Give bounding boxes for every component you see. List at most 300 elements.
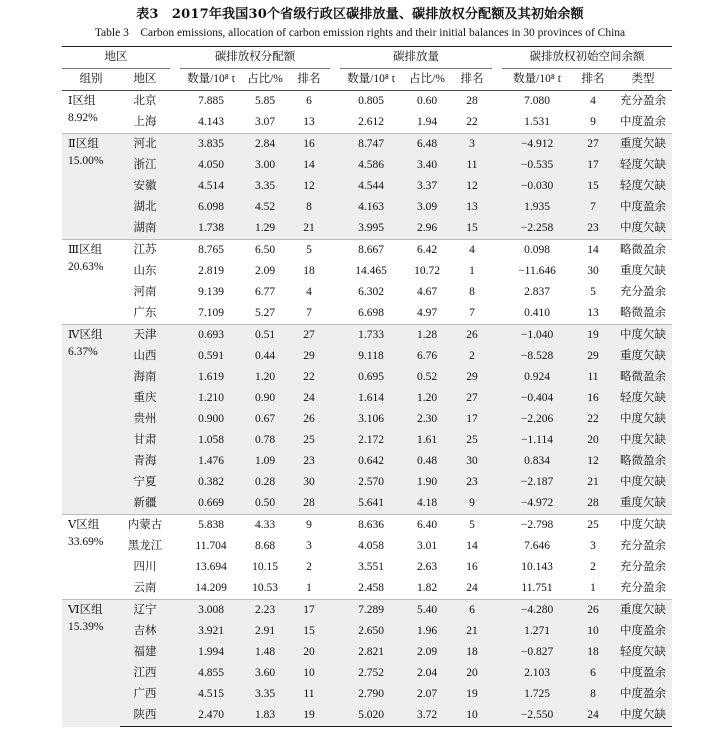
cell-emis-qty: 8.636 [340, 515, 402, 537]
cell-bal-qty: −4.912 [502, 134, 572, 156]
cell-emis-rank: 15 [452, 218, 492, 240]
cell-bal-qty: 0.098 [502, 240, 572, 262]
cell-alloc-rank: 23 [288, 451, 330, 472]
group-name: Ⅴ区组 [68, 519, 100, 531]
cell-bal-type: 中度欠缺 [614, 218, 672, 240]
cell-alloc-qty: 3.921 [180, 621, 242, 642]
cell-province: 湖南 [120, 218, 170, 240]
cell-emis-rank: 2 [452, 346, 492, 367]
cell-alloc-share: 6.50 [242, 240, 288, 262]
header-region: 地区 [62, 47, 170, 69]
group-label [62, 134, 120, 240]
cell-emis-qty: 3.995 [340, 218, 402, 240]
cell-alloc-qty: 3.008 [180, 600, 242, 622]
cell-emis-share: 4.67 [416, 286, 438, 298]
group-block [62, 600, 672, 727]
cell-province: 重庆 [120, 388, 170, 409]
col-bal-type: 类型 [614, 69, 672, 91]
cell-province: 广东 [133, 307, 157, 319]
table-row [62, 112, 672, 134]
cell-alloc-rank: 6 [288, 91, 330, 113]
col-alloc-qty: 数量/10⁸ t [180, 69, 242, 91]
cell-alloc-share: 8.68 [254, 540, 276, 552]
cell-alloc-qty: 8.765 [180, 240, 242, 262]
cell-alloc-rank: 30 [288, 472, 330, 493]
cell-emis-qty: 4.586 [340, 155, 402, 176]
cell-emis-rank: 16 [466, 561, 478, 573]
cell-emis-qty: 4.058 [358, 540, 384, 552]
cell-emis-qty: 6.698 [358, 307, 384, 319]
cell-emis-rank: 19 [452, 684, 492, 705]
cell-bal-qty: 0.834 [502, 451, 572, 472]
group-share: 15.00% [68, 155, 104, 167]
cell-emis-qty: 0.695 [340, 367, 402, 388]
table-row [62, 388, 672, 409]
cell-alloc-qty: 2.470 [180, 705, 242, 727]
cell-alloc-qty: 4.514 [180, 176, 242, 197]
cell-alloc-share: 2.09 [254, 265, 276, 277]
cell-alloc-qty: 6.098 [180, 197, 242, 218]
cell-alloc-share: 6.77 [254, 286, 276, 298]
cell-emis-rank: 7 [469, 307, 475, 319]
cell-bal-type: 略微盈余 [620, 307, 667, 319]
table-row [62, 303, 672, 325]
col-alloc-rank: 排名 [288, 69, 330, 91]
table-row [62, 218, 672, 240]
cell-emis-qty: 0.805 [340, 91, 402, 113]
cell-bal-rank: 26 [572, 600, 614, 622]
cell-alloc-share: 10.53 [252, 582, 278, 594]
cell-emis-rank: 9 [452, 493, 492, 515]
group-share: 8.92% [68, 112, 98, 124]
table-row [62, 91, 672, 113]
cell-emis-qty: 1.733 [340, 325, 402, 347]
cell-emis-qty: 7.289 [340, 600, 402, 622]
cell-bal-type: 略微盈余 [614, 451, 672, 472]
cell-bal-rank: 11 [572, 367, 614, 388]
cell-alloc-qty: 1.619 [180, 367, 242, 388]
cell-alloc-share: 0.44 [242, 346, 288, 367]
cell-bal-type: 充分盈余 [614, 91, 672, 113]
cell-bal-type: 中度盈余 [614, 197, 672, 218]
cell-bal-rank: 21 [572, 472, 614, 493]
table-title-en: Table 3 Carbon emissions, allocation of carbon emission rights and their initial balances in 30 provinces of China [94, 27, 626, 39]
cell-bal-qty: 2.837 [524, 286, 550, 298]
cell-bal-rank: 8 [572, 684, 614, 705]
cell-emis-qty: 2.570 [340, 472, 402, 493]
cell-bal-rank: 29 [572, 346, 614, 367]
cell-emis-qty: 14.465 [355, 265, 387, 277]
cell-bal-type: 重度欠缺 [620, 265, 667, 277]
col-province: 地区 [120, 69, 170, 91]
cell-emis-share: 4.97 [416, 307, 438, 319]
cell-alloc-rank: 11 [288, 684, 330, 705]
group-block [62, 515, 672, 600]
cell-emis-rank: 10 [452, 705, 492, 727]
cell-emis-rank: 29 [452, 367, 492, 388]
cell-alloc-share: 0.90 [242, 388, 288, 409]
cell-emis-qty: 2.650 [340, 621, 402, 642]
cell-alloc-qty: 11.704 [195, 540, 227, 552]
cell-province: 辽宁 [120, 600, 170, 622]
cell-bal-rank: 17 [572, 155, 614, 176]
cell-emis-share: 1.61 [402, 430, 452, 451]
cell-province: 山东 [133, 265, 157, 277]
cell-alloc-qty: 0.591 [180, 346, 242, 367]
col-emis-share: 占比/% [402, 69, 452, 91]
cell-emis-rank: 5 [452, 515, 492, 537]
cell-bal-rank: 4 [572, 91, 614, 113]
cell-province: 河北 [120, 134, 170, 156]
cell-emis-share: 4.18 [402, 493, 452, 515]
cell-bal-rank: 7 [572, 197, 614, 218]
cell-province: 湖北 [120, 197, 170, 218]
cell-bal-qty: −11.646 [518, 265, 556, 277]
table-row [62, 663, 672, 684]
cell-province: 四川 [133, 561, 157, 573]
cell-alloc-share: 4.52 [242, 197, 288, 218]
group-block [62, 325, 672, 515]
cell-bal-type: 充分盈余 [620, 582, 667, 594]
group-label [62, 515, 120, 600]
cell-alloc-rank: 21 [288, 218, 330, 240]
cell-bal-qty: 0.924 [502, 367, 572, 388]
cell-alloc-rank: 7 [306, 307, 312, 319]
cell-emis-qty: 2.752 [340, 663, 402, 684]
table-row [62, 536, 672, 557]
cell-alloc-qty: 9.139 [198, 286, 224, 298]
cell-bal-rank: 1 [590, 582, 596, 594]
cell-bal-type: 重度欠缺 [614, 346, 672, 367]
cell-bal-rank: 23 [572, 218, 614, 240]
cell-alloc-qty: 1.210 [180, 388, 242, 409]
group-label [62, 91, 120, 134]
table-row [62, 493, 672, 515]
cell-alloc-qty: 0.382 [180, 472, 242, 493]
table-row [62, 346, 672, 367]
group-share: 6.37% [68, 346, 98, 358]
cell-province: 福建 [120, 642, 170, 663]
cell-emis-share: 2.09 [402, 642, 452, 663]
cell-emis-share: 2.63 [416, 561, 438, 573]
cell-province: 云南 [133, 582, 157, 594]
cell-province: 青海 [120, 451, 170, 472]
group-block [62, 134, 672, 240]
group-label [62, 240, 120, 325]
cell-emis-qty: 0.642 [340, 451, 402, 472]
cell-emis-share: 6.40 [402, 515, 452, 537]
cell-emis-share: 0.48 [402, 451, 452, 472]
cell-emis-share: 2.04 [402, 663, 452, 684]
table-row [62, 430, 672, 451]
cell-province: 陕西 [120, 705, 170, 727]
cell-bal-type: 中度盈余 [614, 621, 672, 642]
cell-emis-rank: 23 [452, 472, 492, 493]
cell-alloc-share: 3.07 [254, 116, 276, 128]
cell-alloc-share: 2.91 [242, 621, 288, 642]
cell-emis-qty: 4.544 [340, 176, 402, 197]
cell-emis-rank: 28 [452, 91, 492, 113]
cell-emis-rank: 21 [452, 621, 492, 642]
cell-alloc-qty: 4.855 [180, 663, 242, 684]
cell-bal-rank: 30 [587, 265, 599, 277]
cell-alloc-qty: 1.058 [180, 430, 242, 451]
cell-bal-qty: −2.258 [502, 218, 572, 240]
cell-bal-qty: −4.972 [502, 493, 572, 515]
cell-alloc-share: 2.23 [242, 600, 288, 622]
cell-emis-qty: 2.821 [340, 642, 402, 663]
cell-province: 江苏 [120, 240, 170, 262]
cell-emis-qty: 2.172 [340, 430, 402, 451]
cell-bal-type: 中度欠缺 [614, 472, 672, 493]
cell-bal-rank: 14 [572, 240, 614, 262]
cell-bal-rank: 22 [572, 409, 614, 430]
cell-bal-type: 中度欠缺 [614, 705, 672, 727]
cell-alloc-share: 1.20 [242, 367, 288, 388]
table-row [62, 684, 672, 705]
cell-bal-qty: −0.404 [502, 388, 572, 409]
cell-bal-rank: 25 [572, 515, 614, 537]
cell-alloc-qty: 5.838 [180, 515, 242, 537]
cell-province: 黑龙江 [127, 540, 163, 552]
cell-alloc-rank: 12 [288, 176, 330, 197]
cell-bal-qty: −1.114 [502, 430, 572, 451]
table-row [62, 557, 672, 578]
cell-bal-rank: 3 [590, 540, 596, 552]
cell-alloc-rank: 20 [288, 642, 330, 663]
cell-alloc-share: 1.29 [242, 218, 288, 240]
cell-emis-rank: 22 [466, 116, 478, 128]
cell-emis-qty: 2.458 [358, 582, 384, 594]
cell-emis-share: 6.42 [402, 240, 452, 262]
group-name: Ⅲ区组 [68, 244, 103, 256]
group-block [62, 91, 672, 134]
cell-alloc-rank: 5 [288, 240, 330, 262]
cell-emis-qty: 5.641 [340, 493, 402, 515]
cell-alloc-share: 0.67 [242, 409, 288, 430]
cell-alloc-rank: 24 [288, 388, 330, 409]
cell-alloc-rank: 8 [288, 197, 330, 218]
cell-province: 天津 [120, 325, 170, 347]
cell-emis-qty: 1.614 [340, 388, 402, 409]
header-balance: 碳排放权初始空间余额 [502, 47, 672, 69]
cell-emis-qty: 3.551 [358, 561, 384, 573]
cell-province: 上海 [133, 116, 157, 128]
cell-alloc-share: 2.84 [242, 134, 288, 156]
cell-emis-share: 0.60 [402, 91, 452, 113]
cell-alloc-qty: 7.885 [180, 91, 242, 113]
cell-alloc-rank: 16 [288, 134, 330, 156]
cell-alloc-qty: 2.819 [198, 265, 224, 277]
cell-bal-qty: −0.827 [502, 642, 572, 663]
cell-province: 山西 [120, 346, 170, 367]
cell-bal-qty: 1.531 [524, 116, 550, 128]
cell-bal-rank: 2 [590, 561, 596, 573]
cell-bal-qty: −1.040 [502, 325, 572, 347]
cell-alloc-qty: 14.209 [195, 582, 227, 594]
cell-bal-qty: −0.535 [502, 155, 572, 176]
cell-alloc-share: 3.00 [242, 155, 288, 176]
cell-bal-rank: 28 [572, 493, 614, 515]
cell-emis-share: 1.94 [416, 116, 438, 128]
cell-emis-share: 6.48 [402, 134, 452, 156]
table-row [62, 240, 672, 262]
cell-emis-share: 3.72 [402, 705, 452, 727]
cell-province: 安徽 [120, 176, 170, 197]
cell-emis-share: 3.09 [402, 197, 452, 218]
table-row [62, 409, 672, 430]
cell-alloc-share: 5.85 [242, 91, 288, 113]
cell-province: 河南 [133, 286, 157, 298]
table-row [62, 261, 672, 282]
cell-alloc-rank: 14 [288, 155, 330, 176]
cell-emis-share: 3.40 [402, 155, 452, 176]
table-title-cn: 表3 2017年我国30个省级行政区碳排放量、碳排放权分配额及其初始余额 [136, 7, 584, 22]
table-row [62, 621, 672, 642]
cell-bal-qty: −0.030 [502, 176, 572, 197]
cell-alloc-rank: 27 [288, 325, 330, 347]
col-emis-qty: 数量/10⁸ t [340, 69, 402, 91]
cell-bal-qty: −8.528 [502, 346, 572, 367]
table-row [62, 176, 672, 197]
header-allocation: 碳排放权分配额 [180, 47, 330, 69]
cell-emis-rank: 24 [466, 582, 478, 594]
group-block [62, 240, 672, 325]
cell-emis-rank: 30 [452, 451, 492, 472]
cell-emis-rank: 20 [452, 663, 492, 684]
cell-bal-rank: 27 [572, 134, 614, 156]
table-row [62, 515, 672, 537]
cell-emis-share: 3.37 [402, 176, 452, 197]
cell-bal-qty: 1.725 [502, 684, 572, 705]
cell-emis-rank: 1 [469, 265, 475, 277]
cell-bal-type: 中度欠缺 [614, 430, 672, 451]
cell-bal-type: 轻度欠缺 [614, 388, 672, 409]
cell-bal-type: 略微盈余 [614, 367, 672, 388]
table-row [62, 705, 672, 727]
cell-bal-rank: 5 [590, 286, 596, 298]
cell-emis-share: 2.30 [402, 409, 452, 430]
cell-bal-type: 中度欠缺 [614, 515, 672, 537]
cell-emis-rank: 8 [469, 286, 475, 298]
cell-emis-qty: 8.747 [340, 134, 402, 156]
group-share: 20.63% [68, 261, 104, 273]
cell-alloc-qty: 0.900 [180, 409, 242, 430]
cell-province: 新疆 [120, 493, 170, 515]
cell-alloc-share: 4.33 [242, 515, 288, 537]
cell-bal-qty: −4.280 [502, 600, 572, 622]
table-row [62, 367, 672, 388]
cell-emis-qty: 4.163 [340, 197, 402, 218]
cell-alloc-share: 0.28 [242, 472, 288, 493]
table-row [62, 197, 672, 218]
table-row [62, 282, 672, 303]
cell-alloc-share: 3.35 [242, 176, 288, 197]
cell-bal-type: 中度盈余 [620, 116, 667, 128]
cell-province: 海南 [120, 367, 170, 388]
cell-emis-rank: 17 [452, 409, 492, 430]
cell-bal-qty: −2.550 [502, 705, 572, 727]
cell-alloc-rank: 22 [288, 367, 330, 388]
cell-province: 吉林 [120, 621, 170, 642]
cell-emis-qty: 8.667 [340, 240, 402, 262]
cell-province: 浙江 [120, 155, 170, 176]
cell-alloc-qty: 0.669 [180, 493, 242, 515]
cell-emis-rank: 12 [452, 176, 492, 197]
group-label [62, 325, 120, 515]
cell-province: 广西 [120, 684, 170, 705]
cell-bal-rank: 10 [572, 621, 614, 642]
group-label [62, 600, 120, 727]
table-row [62, 325, 672, 347]
cell-alloc-rank: 4 [306, 286, 312, 298]
cell-alloc-rank: 19 [288, 705, 330, 727]
cell-emis-share: 3.01 [416, 540, 438, 552]
cell-alloc-rank: 17 [288, 600, 330, 622]
cell-bal-type: 略微盈余 [614, 240, 672, 262]
cell-alloc-rank: 1 [306, 582, 312, 594]
cell-alloc-share: 0.78 [242, 430, 288, 451]
cell-bal-type: 重度欠缺 [614, 134, 672, 156]
cell-bal-qty: 11.751 [521, 582, 553, 594]
cell-emis-rank: 14 [466, 540, 478, 552]
cell-alloc-rank: 29 [288, 346, 330, 367]
cell-alloc-rank: 28 [288, 493, 330, 515]
cell-alloc-qty: 4.515 [180, 684, 242, 705]
cell-bal-type: 轻度欠缺 [614, 176, 672, 197]
cell-emis-rank: 4 [452, 240, 492, 262]
cell-bal-type: 中度盈余 [614, 663, 672, 684]
cell-alloc-qty: 7.109 [198, 307, 224, 319]
table-row [62, 578, 672, 600]
cell-alloc-share: 1.83 [242, 705, 288, 727]
cell-emis-share: 1.96 [402, 621, 452, 642]
cell-alloc-share: 3.60 [242, 663, 288, 684]
col-bal-rank: 排名 [572, 69, 614, 91]
cell-province: 宁夏 [120, 472, 170, 493]
cell-bal-type: 重度欠缺 [614, 600, 672, 622]
cell-emis-rank: 26 [452, 325, 492, 347]
table-row [62, 642, 672, 663]
cell-bal-qty: 7.080 [502, 91, 572, 113]
cell-province: 甘肃 [120, 430, 170, 451]
cell-bal-qty: −2.187 [502, 472, 572, 493]
cell-alloc-qty: 3.835 [180, 134, 242, 156]
cell-emis-qty: 9.118 [340, 346, 402, 367]
cell-emis-share: 2.07 [402, 684, 452, 705]
cell-bal-rank: 20 [572, 430, 614, 451]
cell-emis-qty: 6.302 [358, 286, 384, 298]
cell-emis-share: 2.96 [402, 218, 452, 240]
cell-alloc-qty: 4.050 [180, 155, 242, 176]
cell-emis-qty: 3.106 [340, 409, 402, 430]
cell-alloc-share: 1.09 [242, 451, 288, 472]
cell-alloc-qty: 0.693 [180, 325, 242, 347]
cell-emis-rank: 18 [452, 642, 492, 663]
cell-emis-share: 0.52 [402, 367, 452, 388]
cell-bal-rank: 24 [572, 705, 614, 727]
cell-bal-qty: 2.103 [502, 663, 572, 684]
cell-emis-share: 6.76 [402, 346, 452, 367]
cell-emis-share: 5.40 [402, 600, 452, 622]
table-row [62, 600, 672, 622]
cell-bal-qty: 1.271 [502, 621, 572, 642]
cell-alloc-rank: 25 [288, 430, 330, 451]
cell-bal-type: 充分盈余 [620, 286, 667, 298]
cell-bal-rank: 16 [572, 388, 614, 409]
cell-bal-rank: 9 [590, 116, 596, 128]
emissions-table [62, 46, 672, 727]
